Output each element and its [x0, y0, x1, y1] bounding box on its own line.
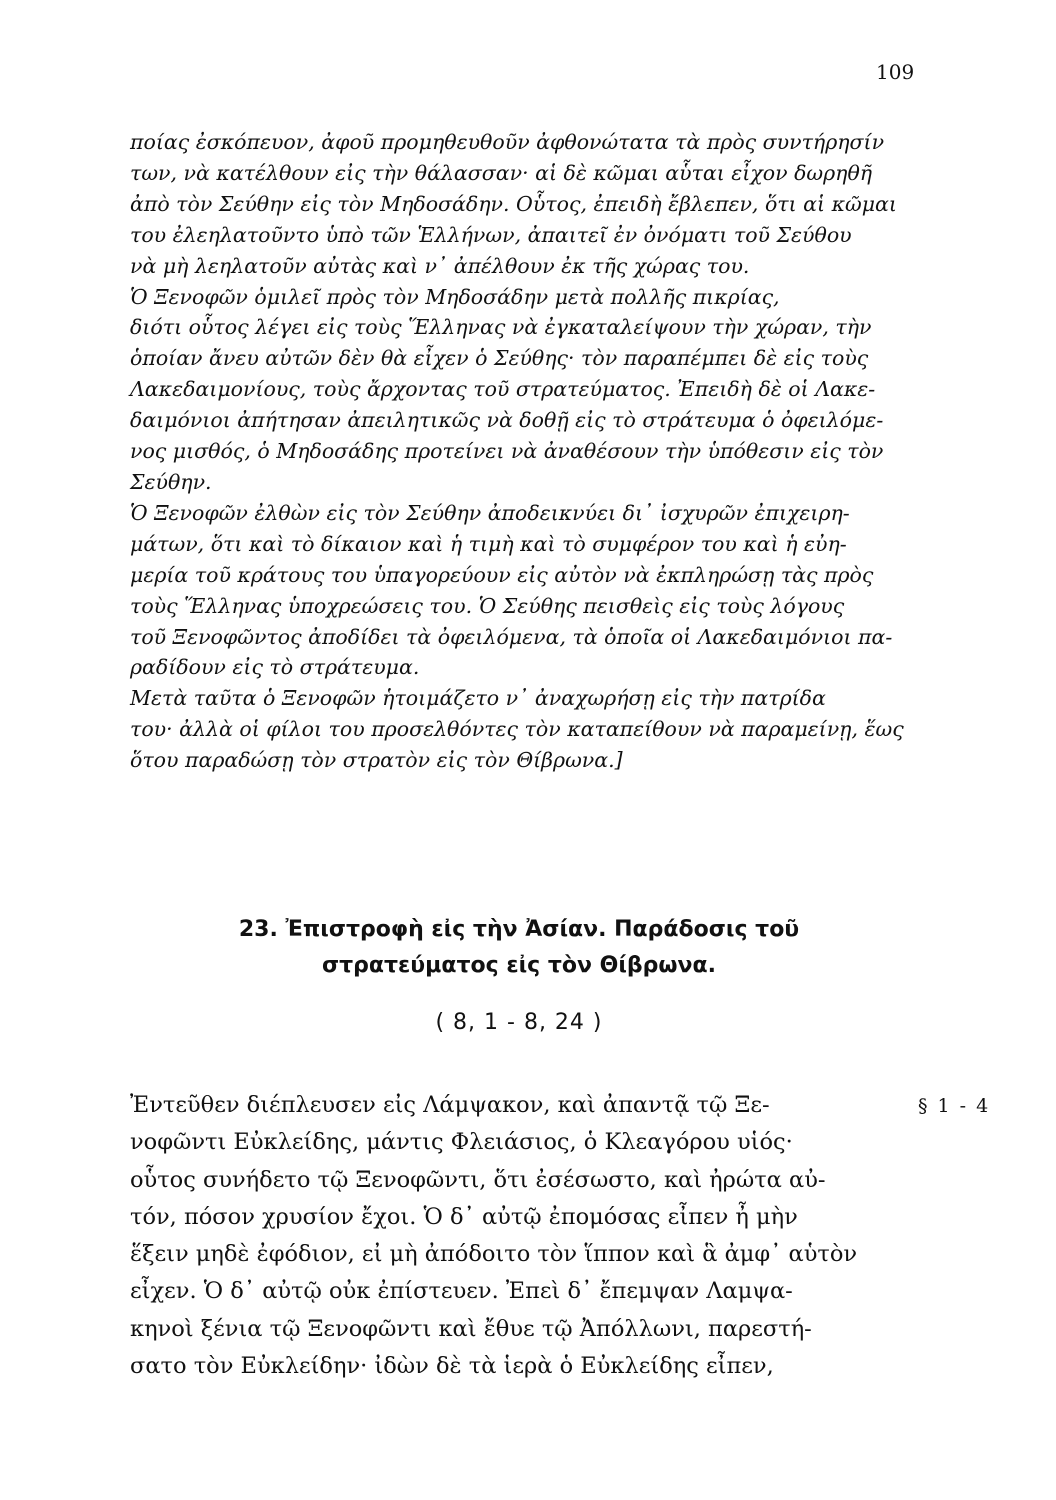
- passage-reference: ( 8, 1 - 8, 24 ): [435, 1010, 603, 1035]
- summary-line: μερία τοῦ κράτους του ὑπαγορεύουν εἰς αὐτὸν νὰ ἐκπληρώσῃ τὰς πρὸς: [130, 562, 874, 587]
- summary-line: τοὺς Ἕλληνας ὑποχρεώσεις του. Ὁ Σεύθης πεισθεὶς εἰς τοὺς λόγους: [130, 593, 845, 618]
- summary-line: τοῦ Ξενοφῶντος ἀποδίδει τὰ ὀφειλόμενα, τὰ ὁποῖα οἱ Λακεδαιμόνιοι πα-: [130, 624, 893, 649]
- summary-line: μάτων, ὅτι καὶ τὸ δίκαιον καὶ ἡ τιμὴ καὶ τὸ συμφέρον του καὶ ἡ εὐη-: [130, 531, 847, 556]
- greek-line: σατο τὸν Εὐκλείδην· ἰδὼν δὲ τὰ ἱερὰ ὁ Εὐκλείδης εἶπεν,: [130, 1353, 774, 1380]
- greek-line: ἕξειν μηδὲ ἐφόδιον, εἰ μὴ ἀπόδοιτο τὸν ἵππον καὶ ἃ ἀμφ᾿ αὑτὸν: [130, 1241, 858, 1268]
- summary-line: Ὁ Ξενοφῶν ἐλθὼν εἰς τὸν Σεύθην ἀποδεικνύει δι᾿ ἰσχυρῶν ἐπιχειρη-: [130, 500, 850, 525]
- greek-line: τόν, πόσον χρυσίον ἔχοι. Ὁ δ᾿ αὐτῷ ἐπομόσας εἶπεν ἦ μὴν: [130, 1203, 798, 1230]
- summary-line: δαιμόνιοι ἀπήτησαν ἀπειλητικῶς νὰ δοθῇ εἰς τὸ στράτευμα ὁ ὀφειλόμε-: [130, 408, 884, 433]
- chapter-heading-line: στρατεύματος εἰς τὸν Θίβρωνα.: [321, 953, 716, 978]
- summary-line: Ὁ Ξενοφῶν ὁμιλεῖ πρὸς τὸν Μηδοσάδην μετὰ πολλῆς πικρίας,: [130, 284, 780, 309]
- greek-line: Ἐντεῦθεν διέπλευσεν εἰς Λάμψακον, καὶ ἀπαντᾷ τῷ Ξε-: [130, 1092, 770, 1118]
- summary-line: ἀπὸ τὸν Σεύθην εἰς τὸν Μηδοσάδην. Οὗτος, ἐπειδὴ ἔβλεπεν, ὅτι αἱ κῶμαι: [130, 191, 897, 216]
- summary-line: ραδίδουν εἰς τὸ στράτευμα.: [130, 655, 420, 680]
- summary-line: νος μισθός, ὁ Μηδοσάδης προτείνει νὰ ἀναθέσουν τὴν ὑπόθεσιν εἰς τὸν: [130, 439, 884, 464]
- summary-line: νὰ μὴ λεηλατοῦν αὐτὰς καὶ ν᾿ ἀπέλθουν ἐκ τῆς χώρας του.: [130, 253, 750, 278]
- greek-line: οὗτος συνήδετο τῷ Ξενοφῶντι, ὅτι ἐσέσωστο, καὶ ἠρώτα αὐ-: [130, 1166, 826, 1193]
- summary-line: ὁποίαν ἄνευ αὐτῶν δὲν θὰ εἶχεν ὁ Σεύθης· τὸν παραπέμπει δὲ εἰς τοὺς: [130, 346, 869, 371]
- summary-line: ὅτου παραδώσῃ τὸν στρατὸν εἰς τὸν Θίβρωνα.]: [130, 748, 623, 773]
- greek-line: νοφῶντι Εὐκλείδης, μάντις Φλειάσιος, ὁ Κλεαγόρου υἱός·: [130, 1129, 793, 1156]
- summary-line: των, νὰ κατέλθουν εἰς τὴν θάλασσαν· αἱ δὲ κῶμαι αὗται εἶχον δωρηθῆ: [130, 160, 873, 185]
- summary-line: Σεύθην.: [130, 469, 212, 494]
- chapter-heading: [130, 912, 908, 984]
- summary-line: Λακεδαιμονίους, τοὺς ἄρχοντας τοῦ στρατεύματος. Ἐπειδὴ δὲ οἱ Λακε-: [130, 377, 876, 402]
- summary-line: Μετὰ ταῦτα ὁ Ξενοφῶν ἡτοιμάζετο ν᾿ ἀναχωρήσῃ εἰς τὴν πατρίδα: [130, 686, 826, 711]
- summary-line: του· ἀλλὰ οἱ φίλοι του προσελθόντες τὸν καταπείθουν νὰ παραμείνῃ, ἕως: [130, 717, 904, 742]
- page-number: 109: [876, 60, 915, 84]
- greek-line: εἶχεν. Ὁ δ᾿ αὐτῷ οὐκ ἐπίστευεν. Ἐπεὶ δ᾿ ἔπεμψαν Λαμψα-: [130, 1278, 793, 1305]
- greek-line: κηνοὶ ξένια τῷ Ξενοφῶντι καὶ ἔθυε τῷ Ἀπόλλωνι, παρεστή-: [130, 1315, 812, 1342]
- section-marker: § 1 - 4: [918, 1095, 991, 1117]
- summary-line: ποίας ἐσκόπευον, ἀφοῦ προμηθευθοῦν ἀφθονώτατα τὰ πρὸς συντήρησίν: [130, 130, 885, 154]
- summary-line: του ἐλεηλατοῦντο ὑπὸ τῶν Ἑλλήνων, ἀπαιτεῖ ἐν ὀνόματι τοῦ Σεύθου: [130, 222, 852, 247]
- summary-text: [130, 127, 908, 776]
- chapter-heading-line: 23. Ἐπιστροφὴ εἰς τὴν Ἀσίαν. Παράδοσις τοῦ: [238, 917, 800, 942]
- summary-line: διότι οὗτος λέγει εἰς τοὺς Ἕλληνας νὰ ἐγκαταλείψουν τὴν χώραν, τὴν: [130, 315, 872, 340]
- greek-text: [130, 1087, 908, 1385]
